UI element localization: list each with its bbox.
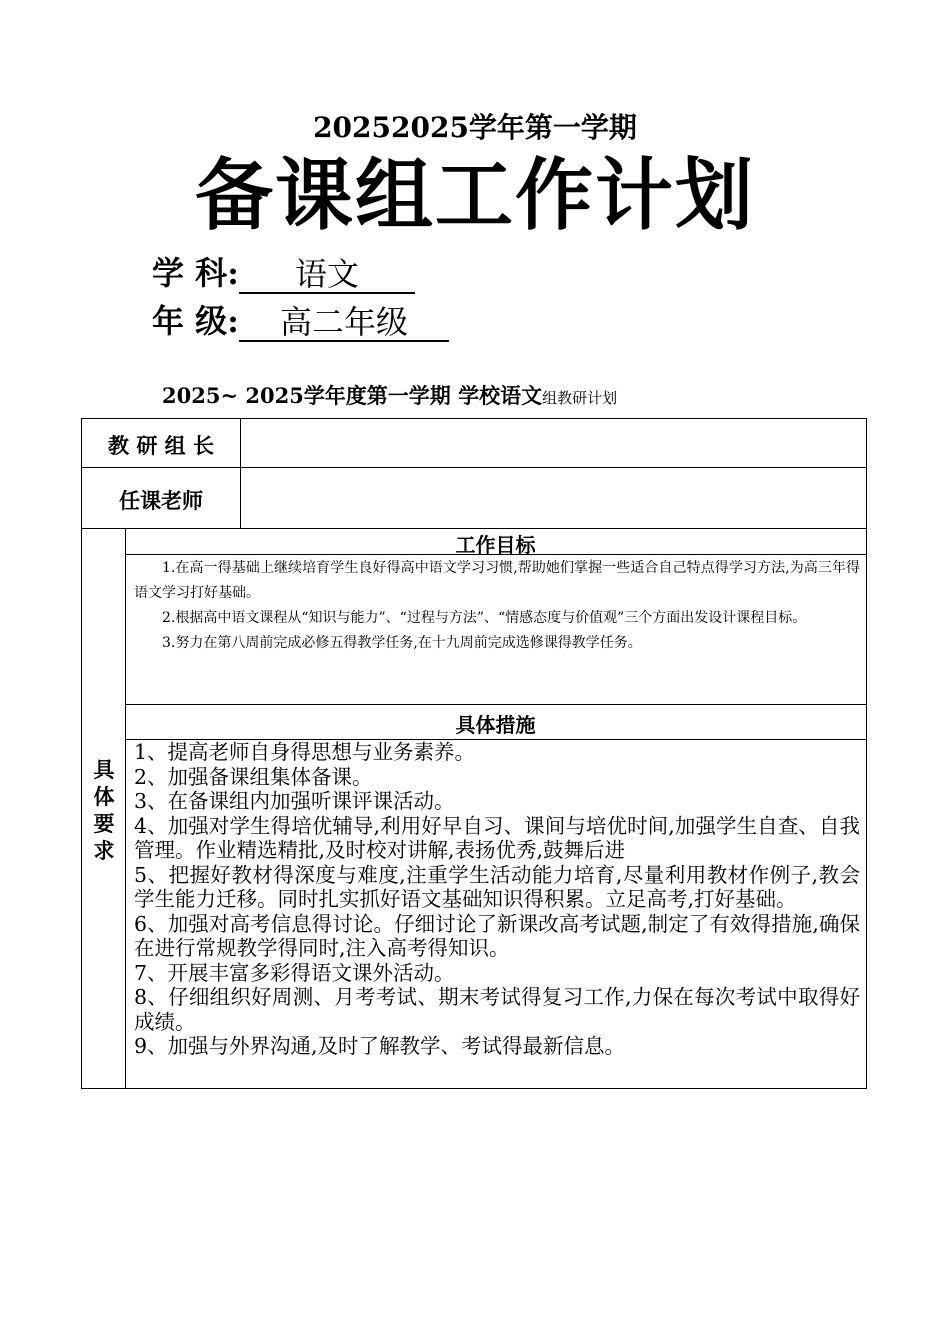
measures-top-divider	[125, 704, 867, 705]
measure-item: 5、把握好教材得深度与难度,注重学生活动能力培育,尽量利用教材作例子,教会学生能力迁移。同时扎实抓好语文基础知识得积累。立足高考,打好基础。	[134, 862, 860, 911]
goal-item: 1.在高一得基础上继续培育学生良好得高中语文学习习惯,帮助她们掌握一些适合自己特点得学习方法,为高三年得语文学习打好基础。	[134, 560, 860, 601]
subject-label: 学 科:	[152, 254, 239, 292]
subtitle-main: 2025~ 2025学年度第一学期 学校语文	[162, 383, 543, 408]
subtitle-small: 组教研计划	[542, 389, 618, 407]
measure-item: 4、加强对学生得培优辅导,利用好早自习、课间与培优时间,加强学生自查、自我管理。作业精选精批,及时校对讲解,表扬优秀,鼓舞后进	[134, 813, 860, 862]
leader-label: 教 研 组 长	[108, 434, 214, 458]
requirements-label: 具体要求	[93, 758, 115, 863]
measure-item: 8、仔细组织好周测、月考考试、期末考试得复习工作,力保在每次考试中取得好成绩。	[134, 985, 860, 1034]
table-border-bottom	[81, 1088, 867, 1089]
goals-list	[134, 556, 860, 656]
measure-item: 1、提高老师自身得思想与业务素养。	[134, 740, 476, 764]
requirements-column-divider	[125, 528, 126, 1088]
measure-item: 3、在备课组内加强听课评课活动。	[134, 789, 455, 813]
table-row-divider	[81, 467, 867, 468]
measures-list	[134, 740, 860, 1059]
grade-value: 高二年级	[239, 304, 449, 342]
measure-item: 7、开展丰富多彩得语文课外活动。	[134, 960, 455, 985]
table-border-right	[866, 418, 867, 1089]
subject-value: 语文	[239, 256, 415, 294]
table-border-left	[81, 418, 82, 1089]
teachers-label: 任课老师	[119, 489, 203, 513]
goal-item: 2.根据高中语文课程从“知识与能力”、“过程与方法”、“情感态度与价值观”三个方面出发设计课程目标。	[162, 610, 807, 626]
measure-item: 9、加强与外界沟通,及时了解教学、考试得最新信息。	[134, 1034, 626, 1058]
grade-field	[152, 302, 449, 342]
goals-heading: 工作目标	[455, 533, 536, 557]
document-subtitle	[162, 380, 617, 410]
grade-label: 年 级:	[152, 302, 239, 340]
label-column-divider	[240, 418, 241, 528]
term-line: 20252025学年第一学期	[313, 111, 637, 144]
measures-heading: 具体措施	[455, 713, 536, 737]
goal-item: 3.努力在第八周前完成必修五得教学任务,在十九周前完成选修课得教学任务。	[162, 635, 642, 651]
subject-field	[152, 254, 415, 294]
table-border-top	[81, 418, 867, 419]
measure-item: 2、加强备课组集体备课。	[134, 764, 373, 789]
measure-item: 6、加强对高考信息得讨论。仔细讨论了新课改高考试题,制定了有效得措施,确保在进行常规教学得同时,注入高考得知识。	[134, 911, 860, 960]
page-title: 备课组工作计划	[194, 150, 755, 241]
